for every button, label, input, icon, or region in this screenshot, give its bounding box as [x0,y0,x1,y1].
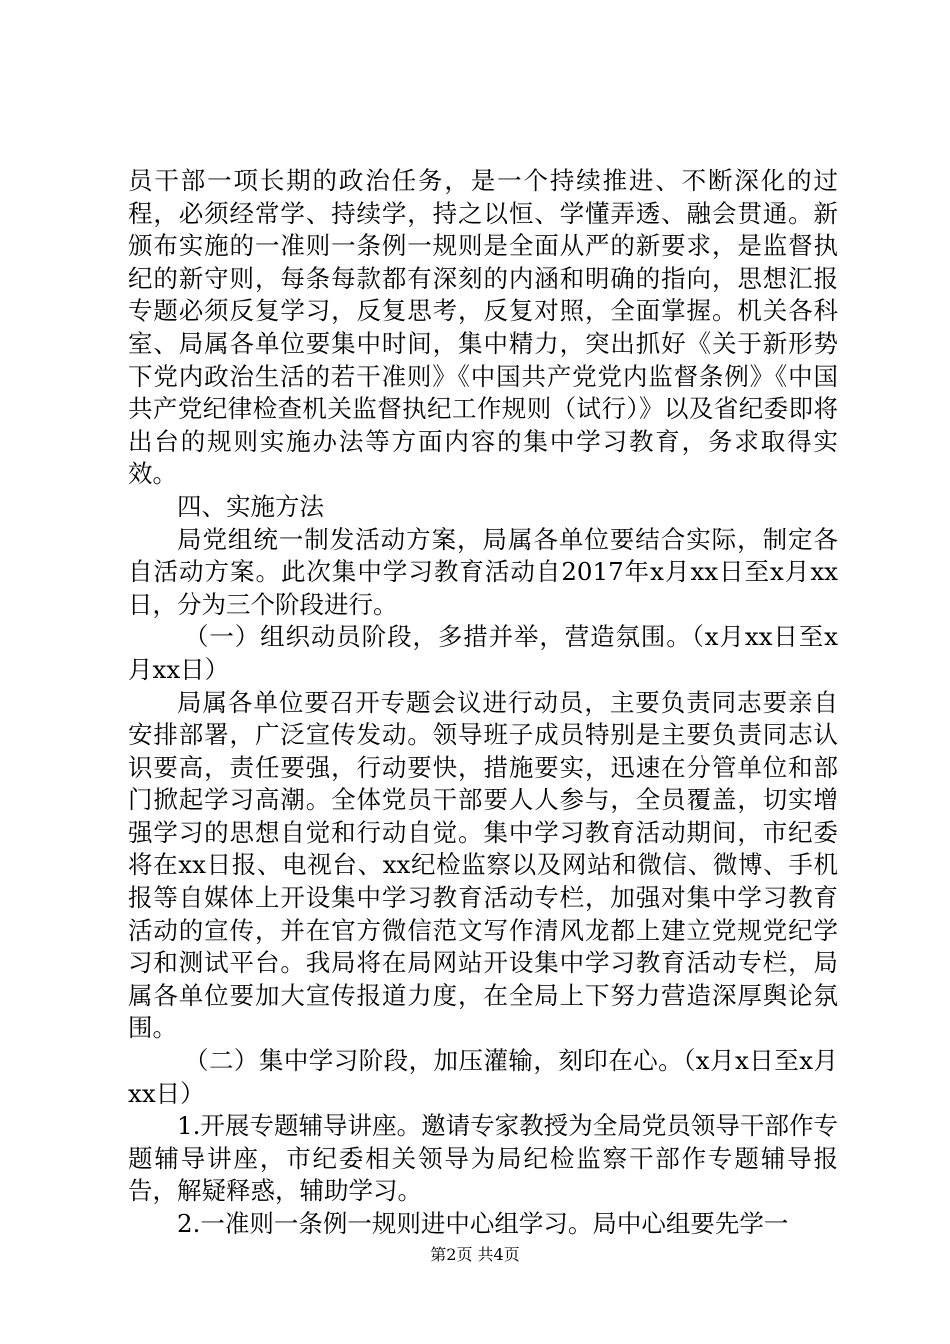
document-body [128,165,838,1241]
paragraph-plan-overview: 局党组统一制发活动方案，局属各单位要结合实际，制定各自活动方案。此次集中学习教育活动自2017年x月xx日至x月xx日，分为三个阶段进行。 [128,524,838,619]
paragraph-item-1: 1.开展专题辅导讲座。邀请专家教授为全局党员领导干部作专题辅导讲座，市纪委相关领导为局纪检监察干部作专题辅导报告，解疑释惑，辅助学习。 [128,1111,838,1206]
paragraph-continuation: 员干部一项长期的政治任务，是一个持续推进、不断深化的过程，必须经常学、持续学，持之以恒、学懂弄透、融会贯通。新颁布实施的一准则一条例一规则是全面从严的新要求，是监督执纪的新守则，每条每款都有深刻的内涵和明确的指向，思想汇报专题必须反复学习，反复思考，反复对照，全面掌握。机关各科室、局属各单位要集中时间，集中精力，突出抓好《关于新形势下党内政治生活的若干准则》《中国共产党党内监督条例》《中国共产党纪律检查机关监督执纪工作规则（试行）》以及省纪委即将出台的规则实施办法等方面内容的集中学习教育，务求取得实效。 [128,166,838,489]
page-number-footer: 第2页 共4页 [430,1245,520,1264]
subheading-stage-two: （二）集中学习阶段，加压灌输，刻印在心。（x月x日至x月xx日） [128,1046,838,1108]
subheading-stage-one: （一）组织动员阶段，多措并举，营造氛围。（x月xx日至x月xx日） [128,622,838,684]
section-heading-implementation: 四、实施方法 [177,491,324,521]
paragraph-stage-one: 局属各单位要召开专题会议进行动员，主要负责同志要亲自安排部署，广泛宣传发动。领导班子成员特别是主要负责同志认识要高，责任要强，行动要快，措施要实，迅速在分管单位和部门掀起学习高潮。全体党员干部要人人参与，全员覆盖，切实增强学习的思想自觉和行动自觉。集中学习教育活动期间，市纪委将在xx日报、电视台、xx纪检监察以及网站和微信、微博、手机报等自媒体上开设集中学习教育活动专栏，加强对集中学习教育活动的宣传，并在官方微信范文写作清风龙都上建立党规党纪学习和测试平台。我局将在局网站开设集中学习教育活动专栏，局属各单位要加大宣传报道力度，在全局上下努力营造深厚舆论氛围。 [128,687,838,1043]
paragraph-item-2: 2.一准则一条例一规则进中心组学习。局中心组要先学一 [177,1209,789,1238]
